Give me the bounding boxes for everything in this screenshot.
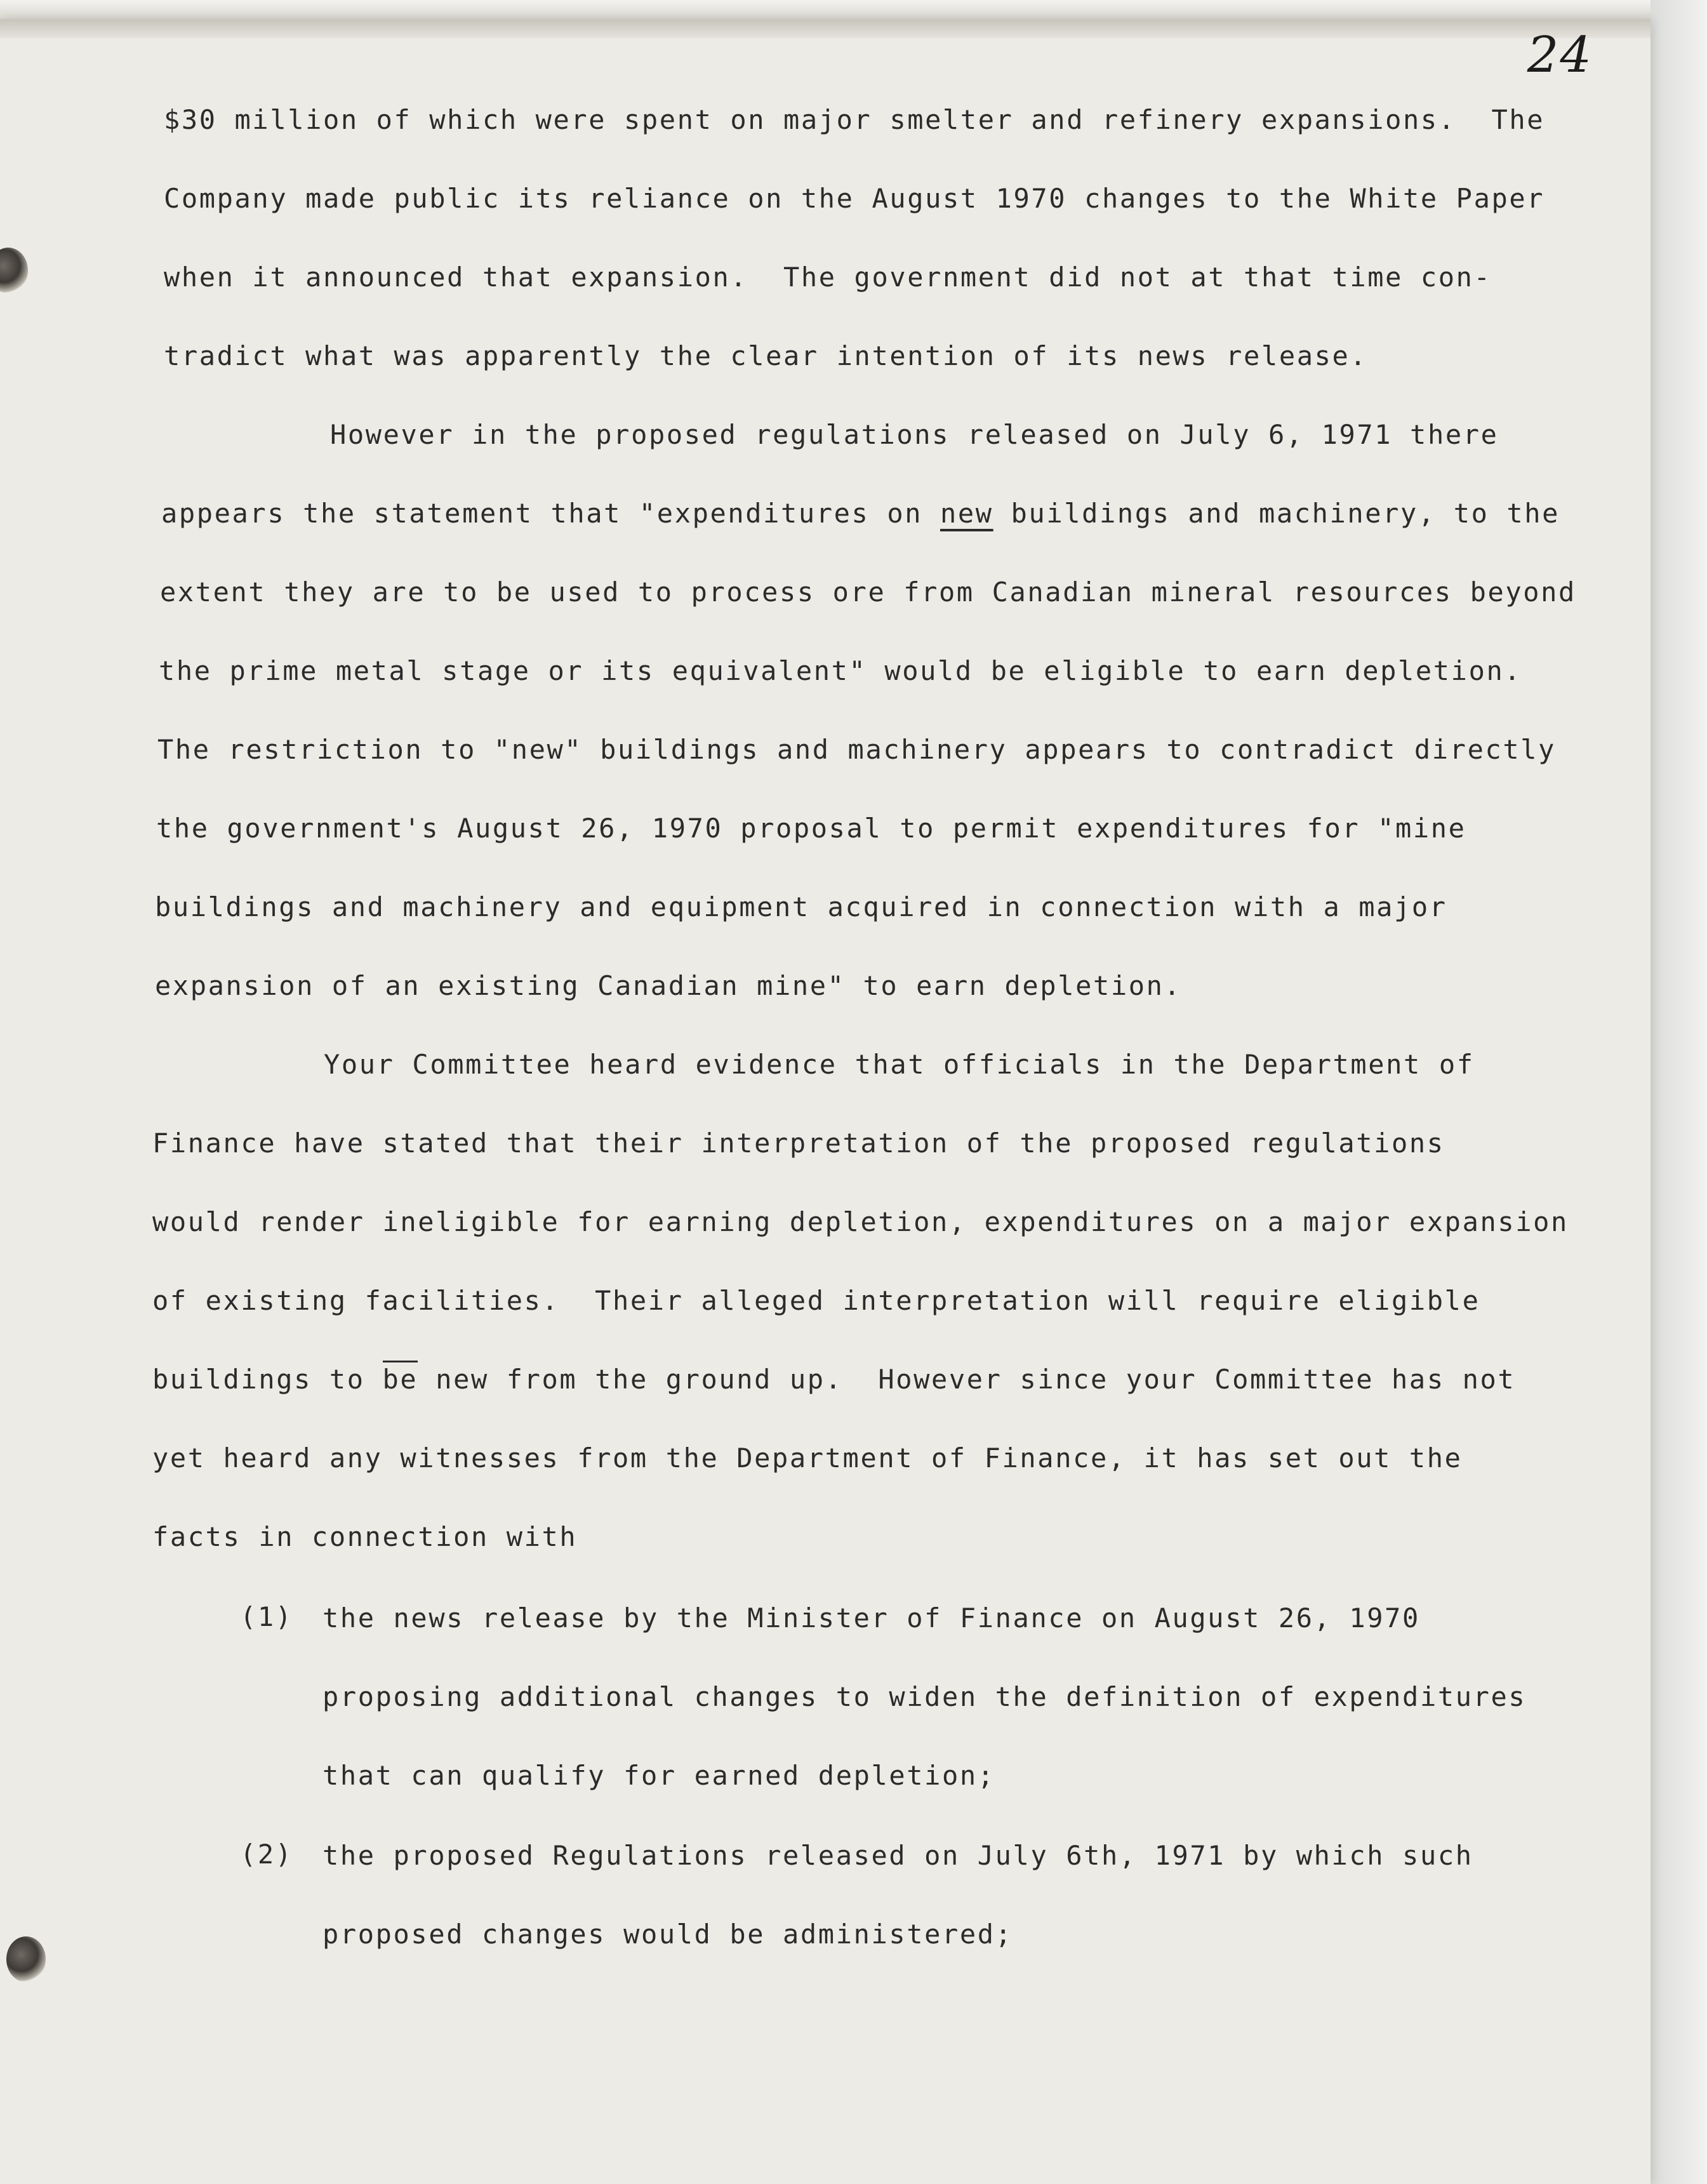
text-line: yet heard any witnesses from the Department of Finance, it has set out the xyxy=(152,1442,1463,1474)
text-line: of existing facilities. Their alleged interpretation will require eligible xyxy=(152,1285,1480,1316)
text-line xyxy=(152,1366,1515,1393)
list-marker: (1) xyxy=(240,1601,293,1632)
list-marker: (2) xyxy=(240,1839,293,1870)
text-line: Finance have stated that their interpretation of the proposed regulations xyxy=(152,1128,1445,1159)
scan-right-background xyxy=(1651,0,1707,2184)
text-segment: buildings to xyxy=(152,1364,383,1395)
underlined-word: new xyxy=(940,498,993,529)
text-segment: new from the ground up. However since your Committee has not xyxy=(418,1364,1516,1395)
page-number: 24 xyxy=(1527,27,1593,84)
list-item-line: that can qualify for earned depletion; xyxy=(322,1760,995,1791)
text-line: facts in connection with xyxy=(152,1521,578,1552)
list-item-line: proposing additional changes to widen the definition of expenditures xyxy=(322,1681,1527,1712)
text-line xyxy=(161,500,1560,527)
text-line: Company made public its reliance on the August 1970 changes to the White Paper xyxy=(164,183,1545,214)
text-line: The restriction to "new" buildings and machinery appears to contradict directly xyxy=(157,734,1557,765)
text-line: extent they are to be used to process ore from Canadian mineral resources beyond xyxy=(160,576,1576,608)
text-line: expansion of an existing Canadian mine" to earn depletion. xyxy=(155,970,1182,1001)
text-line: the prime metal stage or its equivalent" would be eligible to earn depletion. xyxy=(159,655,1522,686)
text-line: $30 million of which were spent on major smelter and refinery expansions. The xyxy=(164,104,1545,135)
list-item-line: the proposed Regulations released on July 6th, 1971 by which such xyxy=(322,1840,1473,1871)
text-segment: appears the statement that "expenditures on xyxy=(161,498,940,529)
list-item-line: proposed changes would be administered; xyxy=(322,1919,1013,1950)
text-line: the government's August 26, 1970 proposal to permit expenditures for "mine xyxy=(156,813,1466,844)
text-line: would render ineligible for earning depletion, expenditures on a major expansion xyxy=(152,1206,1569,1237)
text-line: However in the proposed regulations released on July 6, 1971 there xyxy=(330,419,1499,450)
overlined-word: be xyxy=(383,1361,418,1395)
text-segment: buildings and machinery, to the xyxy=(993,498,1560,529)
text-line: Your Committee heard evidence that officials in the Department of xyxy=(324,1049,1475,1080)
punch-hole-bottom xyxy=(6,1936,46,1982)
text-line: buildings and machinery and equipment acquired in connection with a major xyxy=(155,891,1447,922)
list-item-line: the news release by the Minister of Finance on August 26, 1970 xyxy=(322,1602,1420,1634)
text-line: tradict what was apparently the clear intention of its news release. xyxy=(164,340,1368,371)
text-line: when it announced that expansion. The government did not at that time con- xyxy=(164,262,1492,293)
